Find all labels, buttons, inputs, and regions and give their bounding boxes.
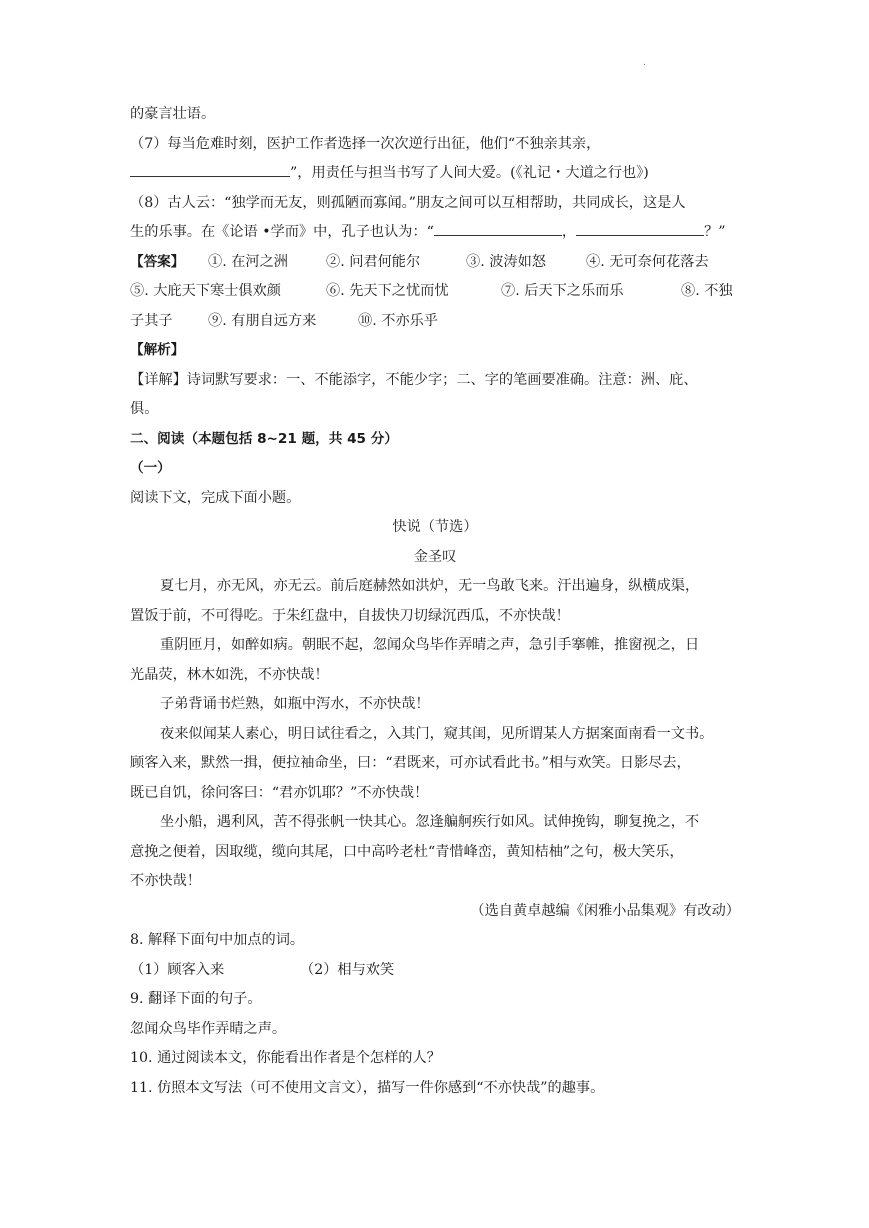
dotted-char: 相	[337, 961, 352, 978]
text-span: ？”	[704, 224, 726, 240]
essay-paragraph-cont: 意挽之便着，因取缆，缆向其尾，口中高吟老杜“青惜峰峦，黄知桔柚”之句，极大笑乐，	[130, 843, 684, 860]
text-span: 生的乐事。在《论语 •学而》中，孔子也认为：“	[130, 224, 434, 240]
question-10: 10. 通过阅读本文，你能看出作者是个怎样的人？	[130, 1050, 441, 1066]
essay-paragraph-cont: 光晶荧，林木如洗，不亦快哉！	[130, 666, 329, 683]
instruction: 阅读下文，完成下面小题。	[130, 489, 301, 506]
corner-mark: .	[643, 58, 646, 68]
answer-blank	[576, 221, 704, 236]
essay-title: 快说（节选）	[392, 519, 478, 535]
question-8-cont	[130, 218, 740, 248]
essay-paragraph-cont: 置饭于前，不可得吃。于朱红盘中，自拔快刀切绿沉西瓜，不亦快哉！	[130, 607, 570, 624]
question-8: （8）古人云：“独学而无友，则孤陋而寡闻。”朋友之间可以互相帮助，共同成长，这是人	[130, 194, 686, 211]
answer-line-2	[130, 277, 740, 307]
answer-item: ⑨. 有朋自远方来	[208, 312, 317, 329]
text-span: （2）	[300, 961, 338, 978]
question-8-items	[130, 956, 740, 986]
analysis-detail: 【详解】诗词默写要求：一、不能添字，不能少字；二、字的笔画要准确。注意：洲、庇、	[130, 371, 698, 388]
essay-paragraph: 子弟背诵书烂熟，如瓶中泻水，不亦快哉！	[160, 696, 430, 712]
question-7-cont	[130, 159, 740, 189]
answer-line-3	[130, 307, 740, 337]
answer-item: ④. 无可奈何花落去	[586, 253, 709, 270]
answer-item: ⑤. 大庇天下寒士俱欢颜	[130, 283, 281, 299]
answer-item: 子其子	[130, 312, 173, 329]
text-span: ，	[561, 224, 577, 240]
question-8-item-2	[300, 962, 394, 978]
answer-item: ③. 波涛如怒	[466, 253, 546, 270]
answer-label: 【答案】	[130, 253, 185, 270]
essay-paragraph-cont: 既已自饥，徐问客曰：“君亦饥耶？”不亦快哉！	[130, 784, 429, 801]
text-span: 客入来	[181, 961, 225, 978]
answer-blank	[434, 221, 562, 236]
answer-item: ⑩. 不亦乐乎	[358, 312, 438, 329]
question-9: 9. 翻译下面的句子。	[130, 991, 262, 1007]
essay-source: （选自黄卓越编《闲雅小品集观》有改动）	[470, 902, 740, 919]
answer-item: ⑦. 后天下之乐而乐	[501, 283, 624, 299]
answer-item: ①. 在河之洲	[208, 253, 288, 270]
text-span: 与欢笑	[351, 961, 395, 978]
part-label: （一）	[130, 460, 171, 476]
essay-author: 金圣叹	[413, 548, 457, 565]
text-span: ”，用责任与担当书写了人间大爱。(《礼记・大道之行也》)	[290, 165, 649, 181]
essay-paragraph-cont: 顾客入来，默然一揖，便拉袖命坐，曰：“君既来，可亦试看此书。”相与欢笑。日影尽去，	[130, 755, 691, 771]
essay-paragraph: 重阴匝月，如醉如病。朝眠不起，忽闻众鸟毕作弄晴之声，急引手搴帷，推窗视之，日	[160, 637, 700, 653]
answer-item: ②. 问君何能尔	[326, 253, 421, 270]
answer-line-1	[130, 248, 740, 278]
essay-paragraph: 夏七月，亦无风，亦无云。前后庭赫然如洪炉，无一鸟敢飞来。汗出遍身，纵横成渠，	[160, 578, 700, 594]
analysis-detail-cont: 俱。	[130, 401, 159, 417]
answer-item: ⑧. 不独	[681, 283, 733, 299]
question-11: 11. 仿照本文写法（可不使用文言文），描写一件你感到“不亦快哉”的趣事。	[130, 1079, 605, 1096]
document-body	[130, 100, 740, 1103]
analysis-label: 【解析】	[130, 342, 185, 358]
essay-paragraph: 夜来似闻某人素心，明日试往看之，入其门，窥其闺，见所谓某人方据案面南看一文书。	[160, 725, 714, 742]
question-8-item-1	[130, 956, 300, 986]
answer-blank	[130, 162, 290, 177]
question-8-reading: 8. 解释下面句中加点的词。	[130, 932, 305, 948]
essay-paragraph: 坐小船，遇利风，苦不得张帆一快其心。忽逢艑舸疾行如风。试伸挽钩，聊复挽之，不	[160, 814, 700, 830]
text-span: （1）	[130, 961, 168, 978]
section-title: 二、阅读（本题包括 8~21 题，共 45 分）	[130, 430, 398, 447]
text-line: 的豪言壮语。	[130, 106, 216, 122]
answer-item: ⑥. 先天下之忧而忧	[326, 283, 449, 299]
dotted-char: 顾	[167, 961, 182, 978]
question-9-sentence: 忽闻众鸟毕作弄晴之声。	[130, 1020, 287, 1037]
essay-paragraph-cont: 不亦快哉！	[130, 873, 201, 889]
question-7: （7）每当危难时刻，医护工作者选择一次次逆行出征，他们“不独亲其亲，	[130, 135, 601, 152]
